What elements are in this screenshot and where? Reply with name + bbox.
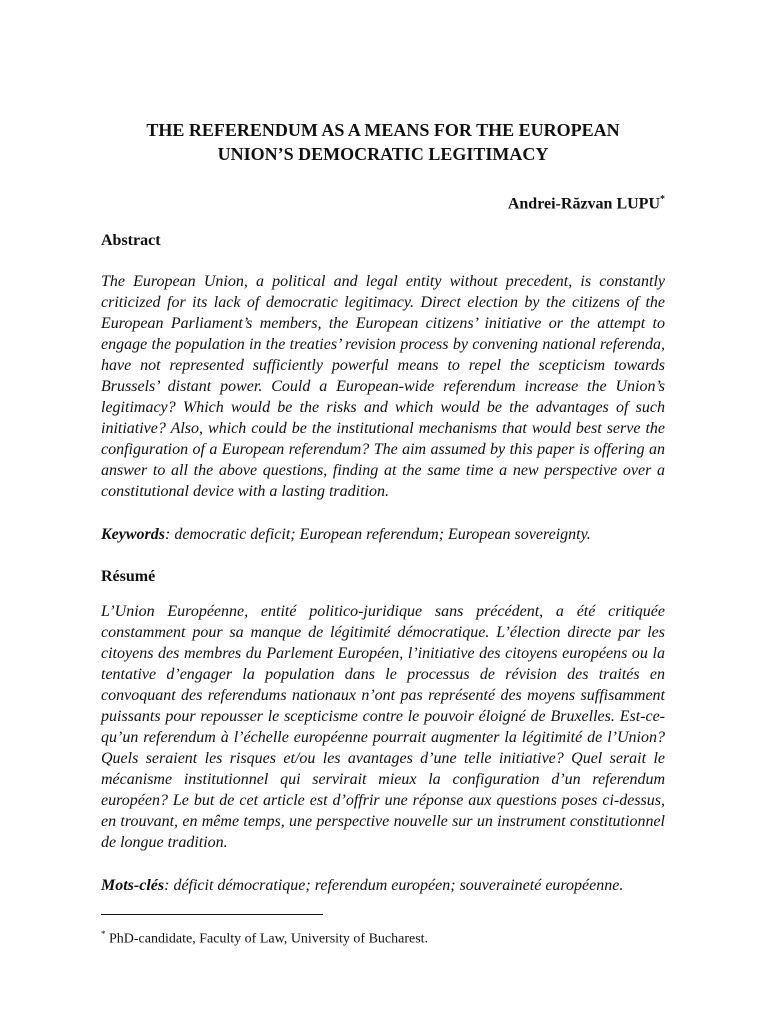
footnote-marker: * [101,929,106,939]
motscles-label: Mots-clés [101,877,165,894]
abstract-text: The European Union, a political and legal entity without precedent, is constantly criticized for its lack of democratic legitimacy. Direct election by the citizens of the European Parliament’s members, the European citizens’ initiative or the attempt to engage the population in the treaties’ revision process by convening national referenda, have not represented sufficiently powerful means to repel the scepticism towards Brussels’ distant power. Could a European-wide referendum increase the Union’s legitimacy? Which would be the risks and which would be the advantages of such initiative? Also, which could be the institutional mechanisms that would best serve the configuration of a European referendum? The aim assumed by this paper is offering an answer to all the above questions, finding at the same time a new perspective over a constitutional device with a lasting tradition. [101,273,665,500]
motscles-text: déficit démocratique; referendum européen; souveraineté européenne. [169,877,624,894]
paper-title [101,118,665,166]
resume-text: L’Union Européenne, entité politico-juridique sans précédent, a été critiquée constamment pour sa manque de légitimité démocratique. L’élection directe par les citoyens des membres du Parlement Européen, l’initiative des citoyens européens ou la tentative d’engager la population dans le processus de révision des traités en convoquant des referendums nationaux n’ont pas représenté des moyens suffisamment puissants pour repousser le scepticisme contre le pouvoir éloigné de Bruxelles. Est-ce-qu’un referendum à l’échelle européenne pourrait augmenter la légitimité de l’Union? Quels seraient les risques et/ou les avantages d’une telle initiative? Quel serait le mécanisme institutionnel qui servirait mieux la configuration d’un referendum européen? Le but de cet article est d’offrir une réponse aux questions poses ci-dessus, en trouvant, en même temps, une perspective nouvelle sur un instrument constitutionnel de longue tradition. [101,603,665,851]
keywords-text: democratic deficit; European referendum; European sovereignty. [170,526,591,543]
keywords-label: Keywords [101,526,165,543]
author-name [508,190,665,214]
keywords-line [101,525,665,545]
paper-title-line-2: UNION’S DEMOCRATIC LEGITIMACY [217,144,549,164]
resume-heading: Résumé [101,568,156,585]
motscles-separator: : [164,877,170,894]
motscles-line [101,876,665,896]
footnote-text: PhD-candidate, Faculty of Law, University of Bucharest. [105,931,429,947]
author-footnote-marker: * [660,194,665,205]
author-name-text: Andrei-Răzvan LUPU [507,195,660,213]
keywords-separator: : [165,526,171,543]
paper-title-line-1: THE REFERENDUM AS A MEANS FOR THE EUROPEAN [146,120,620,140]
abstract-heading: Abstract [101,232,161,249]
footnote [101,925,428,949]
footnote-divider [101,914,323,915]
